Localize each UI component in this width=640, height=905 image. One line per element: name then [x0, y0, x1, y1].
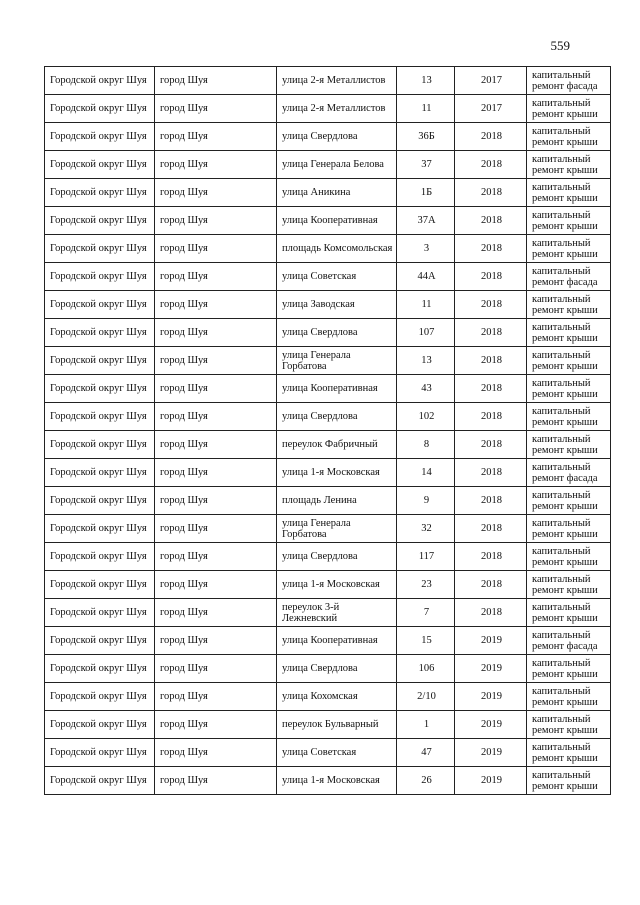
street-cell: улица Кооперативная	[277, 375, 397, 403]
year-cell: 2018	[455, 207, 527, 235]
street-cell: переулок 3-й Лежневский	[277, 599, 397, 627]
district-cell: Городской округ Шуя	[45, 431, 155, 459]
street-cell: улица Свердлова	[277, 123, 397, 151]
district-cell: Городской округ Шуя	[45, 683, 155, 711]
house-number-cell: 1Б	[397, 179, 455, 207]
city-cell: город Шуя	[155, 67, 277, 95]
work-type-cell: капитальный ремонт крыши	[527, 571, 611, 599]
year-cell: 2018	[455, 151, 527, 179]
city-cell: город Шуя	[155, 207, 277, 235]
district-cell: Городской округ Шуя	[45, 571, 155, 599]
street-cell: улица Кохомская	[277, 683, 397, 711]
year-cell: 2018	[455, 459, 527, 487]
year-cell: 2019	[455, 655, 527, 683]
street-cell: улица 1-я Московская	[277, 459, 397, 487]
work-type-cell: капитальный ремонт крыши	[527, 655, 611, 683]
work-type-cell: капитальный ремонт крыши	[527, 375, 611, 403]
table-row	[45, 627, 611, 655]
street-cell: улица 1-я Московская	[277, 571, 397, 599]
district-cell: Городской округ Шуя	[45, 319, 155, 347]
house-number-cell: 8	[397, 431, 455, 459]
year-cell: 2019	[455, 627, 527, 655]
street-cell: переулок Бульварный	[277, 711, 397, 739]
table-row	[45, 431, 611, 459]
table-body	[45, 67, 611, 795]
city-cell: город Шуя	[155, 683, 277, 711]
year-cell: 2018	[455, 599, 527, 627]
house-number-cell: 1	[397, 711, 455, 739]
house-number-cell: 47	[397, 739, 455, 767]
table-row	[45, 319, 611, 347]
street-cell: площадь Ленина	[277, 487, 397, 515]
district-cell: Городской округ Шуя	[45, 627, 155, 655]
district-cell: Городской округ Шуя	[45, 655, 155, 683]
city-cell: город Шуя	[155, 235, 277, 263]
district-cell: Городской округ Шуя	[45, 767, 155, 795]
house-number-cell: 37А	[397, 207, 455, 235]
house-number-cell: 13	[397, 347, 455, 375]
district-cell: Городской округ Шуя	[45, 151, 155, 179]
table-row	[45, 95, 611, 123]
city-cell: город Шуя	[155, 375, 277, 403]
table-row	[45, 263, 611, 291]
district-cell: Городской округ Шуя	[45, 235, 155, 263]
house-number-cell: 14	[397, 459, 455, 487]
page-number: 559	[550, 38, 570, 53]
table-row	[45, 655, 611, 683]
street-cell: улица 2-я Металлистов	[277, 95, 397, 123]
city-cell: город Шуя	[155, 347, 277, 375]
work-type-cell: капитальный ремонт фасада	[527, 459, 611, 487]
district-cell: Городской округ Шуя	[45, 543, 155, 571]
year-cell: 2018	[455, 263, 527, 291]
table-row	[45, 347, 611, 375]
city-cell: город Шуя	[155, 179, 277, 207]
street-cell: улица Генерала Горбатова	[277, 515, 397, 543]
year-cell: 2018	[455, 571, 527, 599]
house-number-cell: 44А	[397, 263, 455, 291]
street-cell: улица Генерала Горбатова	[277, 347, 397, 375]
street-cell: переулок Фабричный	[277, 431, 397, 459]
table-row	[45, 403, 611, 431]
year-cell: 2019	[455, 711, 527, 739]
work-type-cell: капитальный ремонт крыши	[527, 487, 611, 515]
street-cell: улица Заводская	[277, 291, 397, 319]
street-cell: улица 2-я Металлистов	[277, 67, 397, 95]
district-cell: Городской округ Шуя	[45, 263, 155, 291]
year-cell: 2019	[455, 683, 527, 711]
district-cell: Городской округ Шуя	[45, 375, 155, 403]
year-cell: 2018	[455, 291, 527, 319]
table-row	[45, 683, 611, 711]
table-row	[45, 207, 611, 235]
table-row	[45, 375, 611, 403]
year-cell: 2018	[455, 347, 527, 375]
table-row	[45, 291, 611, 319]
table-row	[45, 571, 611, 599]
street-cell: улица Свердлова	[277, 403, 397, 431]
street-cell: площадь Комсомольская	[277, 235, 397, 263]
table-row	[45, 151, 611, 179]
city-cell: город Шуя	[155, 627, 277, 655]
city-cell: город Шуя	[155, 403, 277, 431]
year-cell: 2018	[455, 375, 527, 403]
street-cell: улица Свердлова	[277, 655, 397, 683]
city-cell: город Шуя	[155, 711, 277, 739]
house-number-cell: 117	[397, 543, 455, 571]
work-type-cell: капитальный ремонт крыши	[527, 319, 611, 347]
work-type-cell: капитальный ремонт крыши	[527, 95, 611, 123]
city-cell: город Шуя	[155, 319, 277, 347]
district-cell: Городской округ Шуя	[45, 515, 155, 543]
street-cell: улица Генерала Белова	[277, 151, 397, 179]
work-type-cell: капитальный ремонт крыши	[527, 235, 611, 263]
district-cell: Городской округ Шуя	[45, 347, 155, 375]
district-cell: Городской округ Шуя	[45, 291, 155, 319]
work-type-cell: капитальный ремонт крыши	[527, 207, 611, 235]
table-row	[45, 767, 611, 795]
year-cell: 2018	[455, 543, 527, 571]
work-type-cell: капитальный ремонт крыши	[527, 711, 611, 739]
city-cell: город Шуя	[155, 739, 277, 767]
city-cell: город Шуя	[155, 123, 277, 151]
city-cell: город Шуя	[155, 599, 277, 627]
house-number-cell: 37	[397, 151, 455, 179]
house-number-cell: 11	[397, 95, 455, 123]
work-type-cell: капитальный ремонт крыши	[527, 739, 611, 767]
city-cell: город Шуя	[155, 571, 277, 599]
house-number-cell: 13	[397, 67, 455, 95]
district-cell: Городской округ Шуя	[45, 403, 155, 431]
city-cell: город Шуя	[155, 543, 277, 571]
district-cell: Городской округ Шуя	[45, 599, 155, 627]
district-cell: Городской округ Шуя	[45, 739, 155, 767]
street-cell: улица Советская	[277, 263, 397, 291]
city-cell: город Шуя	[155, 291, 277, 319]
house-number-cell: 106	[397, 655, 455, 683]
city-cell: город Шуя	[155, 263, 277, 291]
table-row	[45, 599, 611, 627]
year-cell: 2018	[455, 319, 527, 347]
street-cell: улица Свердлова	[277, 319, 397, 347]
street-cell: улица Аникина	[277, 179, 397, 207]
year-cell: 2018	[455, 487, 527, 515]
work-type-cell: капитальный ремонт крыши	[527, 403, 611, 431]
table-row	[45, 487, 611, 515]
district-cell: Городской округ Шуя	[45, 711, 155, 739]
year-cell: 2019	[455, 767, 527, 795]
city-cell: город Шуя	[155, 95, 277, 123]
house-number-cell: 36Б	[397, 123, 455, 151]
city-cell: город Шуя	[155, 459, 277, 487]
house-number-cell: 32	[397, 515, 455, 543]
year-cell: 2017	[455, 67, 527, 95]
work-type-cell: капитальный ремонт крыши	[527, 347, 611, 375]
city-cell: город Шуя	[155, 767, 277, 795]
district-cell: Городской округ Шуя	[45, 207, 155, 235]
table-row	[45, 739, 611, 767]
street-cell: улица Свердлова	[277, 543, 397, 571]
year-cell: 2018	[455, 179, 527, 207]
district-cell: Городской округ Шуя	[45, 67, 155, 95]
work-type-cell: капитальный ремонт крыши	[527, 291, 611, 319]
house-number-cell: 102	[397, 403, 455, 431]
work-type-cell: капитальный ремонт крыши	[527, 151, 611, 179]
house-number-cell: 15	[397, 627, 455, 655]
table-row	[45, 235, 611, 263]
city-cell: город Шуя	[155, 487, 277, 515]
year-cell: 2018	[455, 403, 527, 431]
house-number-cell: 3	[397, 235, 455, 263]
table-row	[45, 179, 611, 207]
house-number-cell: 2/10	[397, 683, 455, 711]
street-cell: улица Кооперативная	[277, 627, 397, 655]
table-row	[45, 515, 611, 543]
work-type-cell: капитальный ремонт крыши	[527, 599, 611, 627]
year-cell: 2018	[455, 431, 527, 459]
street-cell: улица Советская	[277, 739, 397, 767]
house-number-cell: 11	[397, 291, 455, 319]
table-row	[45, 459, 611, 487]
house-number-cell: 107	[397, 319, 455, 347]
city-cell: город Шуя	[155, 431, 277, 459]
table-row	[45, 67, 611, 95]
repair-schedule-table	[44, 66, 611, 795]
street-cell: улица 1-я Московская	[277, 767, 397, 795]
district-cell: Городской округ Шуя	[45, 123, 155, 151]
work-type-cell: капитальный ремонт фасада	[527, 263, 611, 291]
work-type-cell: капитальный ремонт крыши	[527, 543, 611, 571]
work-type-cell: капитальный ремонт крыши	[527, 515, 611, 543]
house-number-cell: 23	[397, 571, 455, 599]
district-cell: Городской округ Шуя	[45, 459, 155, 487]
year-cell: 2019	[455, 739, 527, 767]
house-number-cell: 9	[397, 487, 455, 515]
work-type-cell: капитальный ремонт крыши	[527, 431, 611, 459]
district-cell: Городской округ Шуя	[45, 179, 155, 207]
city-cell: город Шуя	[155, 151, 277, 179]
work-type-cell: капитальный ремонт крыши	[527, 683, 611, 711]
district-cell: Городской округ Шуя	[45, 487, 155, 515]
year-cell: 2018	[455, 123, 527, 151]
district-cell: Городской округ Шуя	[45, 95, 155, 123]
work-type-cell: капитальный ремонт крыши	[527, 123, 611, 151]
year-cell: 2018	[455, 515, 527, 543]
house-number-cell: 7	[397, 599, 455, 627]
work-type-cell: капитальный ремонт крыши	[527, 179, 611, 207]
work-type-cell: капитальный ремонт крыши	[527, 767, 611, 795]
table-row	[45, 123, 611, 151]
table-row	[45, 711, 611, 739]
city-cell: город Шуя	[155, 655, 277, 683]
house-number-cell: 26	[397, 767, 455, 795]
table-row	[45, 543, 611, 571]
work-type-cell: капитальный ремонт фасада	[527, 627, 611, 655]
year-cell: 2018	[455, 235, 527, 263]
work-type-cell: капитальный ремонт фасада	[527, 67, 611, 95]
city-cell: город Шуя	[155, 515, 277, 543]
year-cell: 2017	[455, 95, 527, 123]
street-cell: улица Кооперативная	[277, 207, 397, 235]
house-number-cell: 43	[397, 375, 455, 403]
